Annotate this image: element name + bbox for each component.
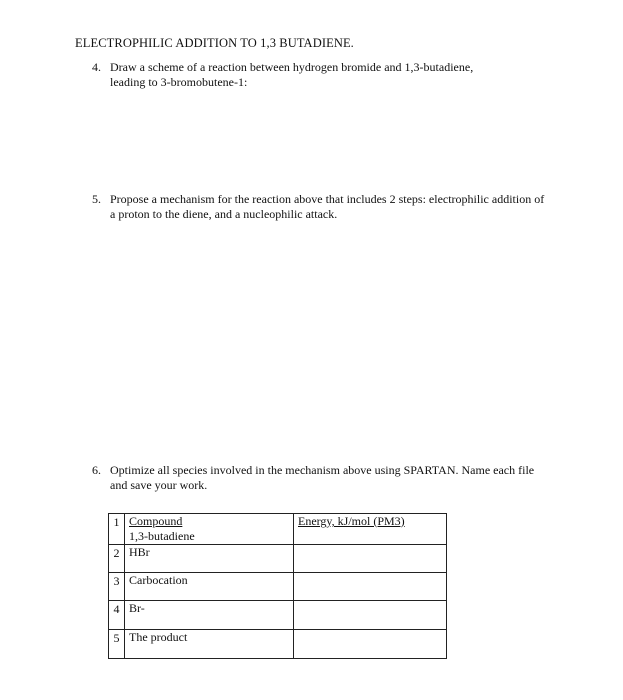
compound-cell: The product [125,630,294,659]
energy-header: Energy, kJ/mol (PM3) [298,514,405,528]
row-index: 3 [109,573,125,601]
energy-cell[interactable] [294,545,447,573]
energy-cell[interactable] [294,630,447,659]
question-4-line-2: leading to 3-bromobutene-1: [110,75,248,89]
question-5-line-2: a proton to the diene, and a nucleophilic attack. [110,207,338,221]
question-4-number: 4. [92,60,101,74]
document-title: ELECTROPHILIC ADDITION TO 1,3 BUTADIENE. [75,36,354,50]
question-4-line-1: Draw a scheme of a reaction between hydrogen bromide and 1,3-butadiene, [110,60,474,74]
compound-cell: Br- [125,601,294,630]
question-6-line-1: Optimize all species involved in the mechanism above using SPARTAN. Name each file [110,463,535,477]
row-index: 5 [109,630,125,659]
question-5-line-1: Propose a mechanism for the reaction above that includes 2 steps: electrophilic addition of [110,192,545,206]
table-row [109,545,447,573]
compound-name: 1,3-butadiene [129,529,195,543]
compound-cell: HBr [125,545,294,573]
compound-cell [125,514,294,545]
table-row [109,573,447,601]
table-row [109,601,447,630]
question-6-number: 6. [92,463,101,477]
energy-cell[interactable] [294,601,447,630]
energy-cell[interactable] [294,514,447,545]
row-index: 4 [109,601,125,630]
table-row [109,514,447,545]
table-row [109,630,447,659]
compound-cell: Carbocation [125,573,294,601]
compound-header: Compound [129,514,183,528]
row-index: 1 [109,514,125,545]
row-index: 2 [109,545,125,573]
question-5-number: 5. [92,192,101,206]
energy-cell[interactable] [294,573,447,601]
question-6-line-2: and save your work. [110,478,208,492]
energy-table [108,513,447,659]
